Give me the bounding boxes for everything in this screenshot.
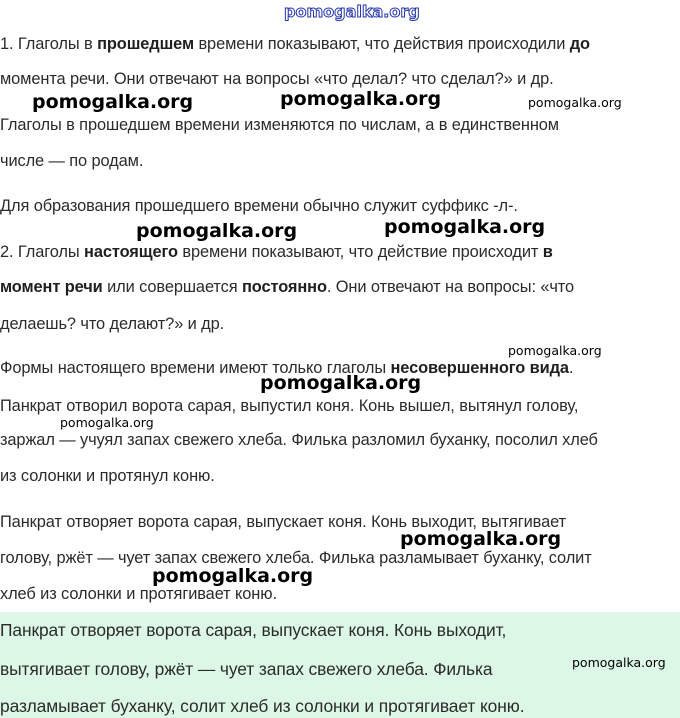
text-line [0,242,553,262]
text-line [0,466,215,486]
watermark: pomogalka.org [384,216,546,238]
bold-term: прошедшем [97,35,194,53]
text-segment: 2. Глаголы [0,243,85,261]
text-segment: Глаголы в прошедшем времени изменяются по числам, а в единственном [0,116,559,134]
text-segment: времени показывают, что действие происходит [177,243,543,261]
bold-term: момент речи [0,278,103,296]
text-line [0,314,224,334]
text-segment: момента речи. Они отвечают на вопросы «что делал? что сделал?» и др. [0,70,554,88]
watermark: pomogalka.org [136,220,298,242]
watermark: pomogalka.org [508,343,602,358]
highlight-line: разламывает буханку, солит хлеб из солонки и протягивает коню. [0,696,525,716]
text-segment: из солонки и протянул коню. [0,467,215,485]
bold-term: в [542,243,553,261]
text-segment: 1. Глаголы в [0,35,98,53]
text-line [0,277,574,297]
watermark: pomogalka.org [572,655,666,670]
text-segment: числе — по родам. [0,152,144,170]
watermark: pomogalka.org [400,528,562,550]
text-segment: Панкрат отворил ворота сарая, выпустил коня. Конь вышел, вытянул голову, [0,397,579,415]
watermark: pomogalka.org [260,372,422,394]
text-line [0,115,559,135]
watermark: pomogalka.org [60,415,154,430]
text-segment: или совершается [102,278,242,296]
bold-term: постоянно [241,278,327,296]
text-line [0,34,590,54]
watermark: pomogalka.org [280,88,442,110]
bold-term: до [569,35,590,53]
watermark: pomogalka.org [152,565,314,587]
bold-term: несовершенного вида [390,359,569,377]
highlight-line: Панкрат отворяет ворота сарая, выпускает коня. Конь выходит, [0,620,507,640]
watermark: pomogalka.org [32,91,194,113]
text-segment: Панкрат отворяет ворота сарая, выпускает коня. Конь выходит, вытягивает [0,513,566,531]
text-line [0,396,578,416]
text-line [0,196,518,216]
text-segment: Формы настоящего времени имеют только глаголы [0,359,391,377]
text-line [0,430,598,450]
highlight-line: вытягивает голову, ржёт — чует запах свежего хлеба. Филька [0,659,493,679]
bold-term: настоящего [84,243,178,261]
text-segment: . Они отвечают на вопросы: «что [326,278,575,296]
text-segment: голову, ржёт — чует запах свежего хлеба. Филька разламывает буханку, солит [0,549,592,567]
text-segment: Для образования прошедшего времени обычно служит суффикс -л-. [0,197,518,215]
text-segment: делаешь? что делают?» и др. [0,315,225,333]
watermark: pomogalka.org [528,95,622,110]
text-segment: . [568,359,574,377]
text-line [0,69,554,89]
watermark-top: pomogalka.org [284,2,420,21]
text-line [0,151,143,171]
text-line [0,584,277,604]
text-segment: хлеб из солонки и протягивает коню. [0,585,277,603]
text-segment: времени показывают, что действия происходили [194,35,570,53]
text-segment: заржал — учуял запах свежего хлеба. Филька разломил буханку, посолил хлеб [0,431,598,449]
